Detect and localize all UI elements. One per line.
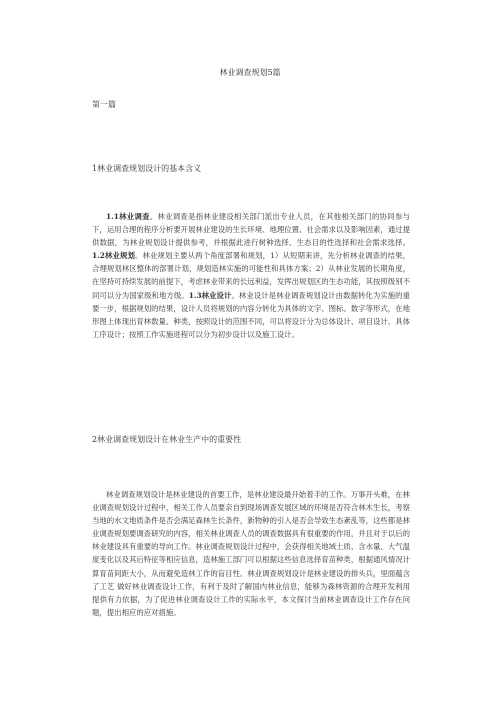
document-title: 林业调查规划5篇	[219, 68, 281, 77]
subsection-lead-1-2: 1.2林业规划	[92, 251, 136, 261]
subsection-lead-1-1: 1.1林业调查	[106, 212, 150, 221]
subsection-lead-1-3: 1.3林业设计	[188, 290, 232, 300]
subsection-text-1-1: 。林业调查是指林业建设相关部门派出专业人员，在其他相关部门的协同参与下，运用合理的程序分析要开展林业建设的生长环境、地理位置、社会需求以及影响因素，通过提供数据，为林业规划设计提供参考，并根据此进行树种选择、生态目的性选择和社会需求选择。	[92, 212, 410, 248]
part-label: 第一篇	[92, 100, 116, 109]
section-heading-1: 1林业调查规划设计的基本含义	[92, 164, 202, 173]
subsection-text-1-2: 。林业规划主要从两个角度部署和规划，1）从短期来讲，先分析林业调查的结果，合理规划林区整体的部署计划，规划造林实施的可能性和具体方案；2）从林业发展的长期角度，在坚持可持续发展的前提下，考虑林业带来的长远利益，发挥出规划区的生态功能，其按照级别不同可以分为国家级和地方级。	[92, 251, 410, 300]
subsection-text-1-3: 。林业设计是林业调查规划设计由数据转化为实施的重要一步，根据规划的结果，设计人员将规划的内容分转化为具体的文字、图标、数字等形式，在地形图上体现出育林数量、种类，按照设计的范围不同，可以将设计分为总体设计、项目设计、具体工序设计；按照工作实施进程可以分为初步设计以及施工设计。	[92, 290, 410, 339]
section-1-paragraph	[92, 210, 410, 341]
section-heading-2: 2林业调查规划设计在林业生产中的重要性	[92, 435, 242, 444]
section-2-paragraph: 林业调查规划设计是林业建设的首要工作，是林业建设最开始着手的工作。万事开头难，在林业调查规划设计过程中，相关工作人员要亲自到现场调查发展区域的环境是否符合林木生长，考察当地的水文地质条件是否会满足森林生长条件，新物种的引入是否会导致生态紊乱等，这些都是林业调查规划要调查研究的内容，相关林业调查人员的调查数据具有很重要的作用，并且对于以后的林业建设具有重要的导向工作。林业调查规划设计过程中，会获得相关地域土质、含水量、大气温度变化以及其后特征等相应信息，造林施工部门可以根据这些信息选择育苗种类，根据通风情况计算育苗间距大小，从而避免造林工作的盲目性。林业调查规划设计是林业建设的排头兵，里面蕴含了工艺 做好林业调查设计工作，有利于及时了解国内林业信息，能够为森林资源的合理开发利用提供有力依据，为了促进林业调查设计工作的实际水平，本文探讨当前林业调查设计工作存在问题，提出相应的应对措施。	[92, 490, 410, 617]
